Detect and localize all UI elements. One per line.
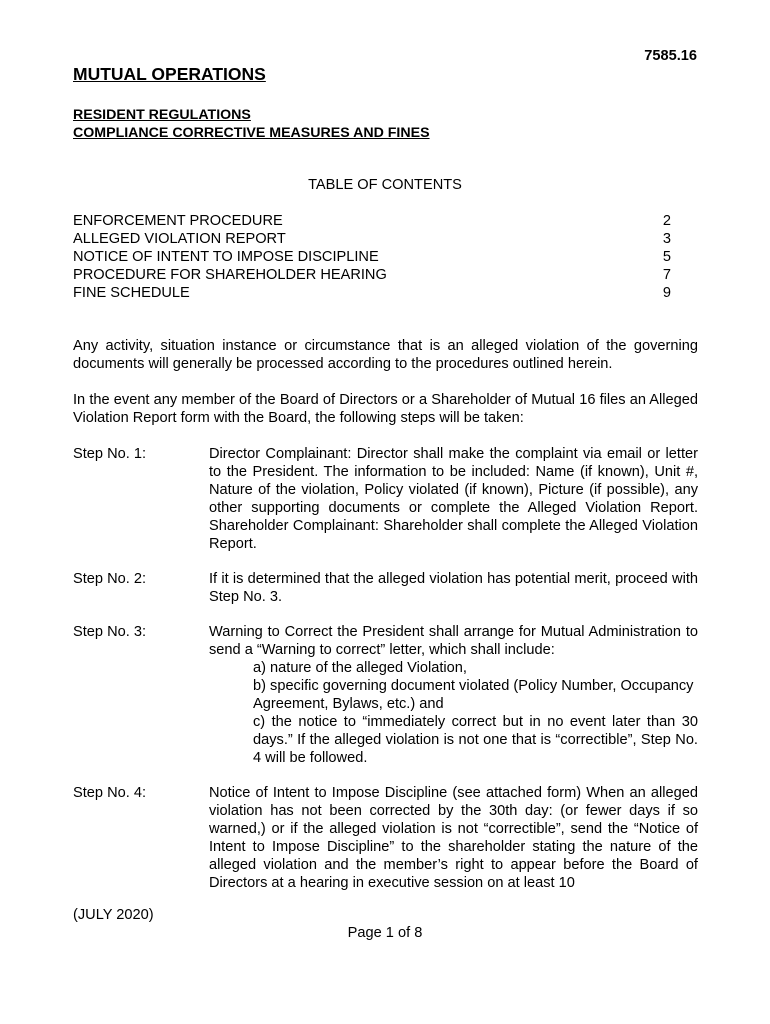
intro-paragraph: Any activity, situation instance or circumstance that is an alleged violation of the governing documents will generally be processed according to the procedures outlined herein.: [73, 338, 698, 372]
step-text: Warning to Correct the President shall arrange for Mutual Administration to send a “Warning to correct” letter, which shall include:: [209, 624, 698, 658]
toc-entry-page: 2: [662, 213, 671, 229]
step-item: a) nature of the alleged Violation,: [253, 660, 467, 676]
step-label: Step No. 1:: [73, 446, 147, 462]
toc-entry-label: ENFORCEMENT PROCEDURE: [73, 213, 283, 229]
page-number: Page 1 of 8: [347, 925, 423, 941]
step-item-list: [209, 659, 698, 767]
toc-entry-page: 3: [662, 231, 671, 247]
toc-entry: [73, 266, 671, 284]
step-text: Notice of Intent to Impose Discipline (see attached form) When an alleged violation has not been corrected by the 30th day: (or fewer days if so warned,) or if the alleged violation is not “correctible”, send the “Notice of Intent to Impose Discipline” to the shareholder stating the nature of the alleged violation and the member’s right to appear before the Board of Directors at a hearing in executive session on at least 10: [209, 785, 698, 891]
subtitle-resident-regulations: RESIDENT REGULATIONS: [73, 107, 251, 123]
toc-entry-page: 7: [662, 267, 671, 283]
document-title: MUTUAL OPERATIONS: [73, 64, 266, 84]
toc-entry: [73, 212, 671, 230]
step-label: Step No. 4:: [73, 785, 147, 801]
toc-heading: TABLE OF CONTENTS: [308, 177, 462, 193]
toc-entry-label: FINE SCHEDULE: [73, 285, 190, 301]
toc-entry: [73, 284, 671, 302]
step-text: Director Complainant: Director shall make the complaint via email or letter to the President. The information to be included: Name (if known), Unit #, Nature of the violation, Policy violated (if known), Picture (if possible), any other supporting documents or complete the Alleged Violation Report. Shareholder Complainant: Shareholder shall complete the Alleged Violation Report.: [209, 446, 698, 552]
step-label: Step No. 3:: [73, 624, 147, 640]
step-body: [209, 623, 698, 767]
document-number: 7585.16: [644, 48, 697, 64]
toc-entry: [73, 230, 671, 248]
table-of-contents: [73, 212, 671, 302]
step-label: Step No. 2:: [73, 571, 147, 587]
toc-entry-page: 5: [662, 249, 671, 265]
procedure-paragraph: In the event any member of the Board of Directors or a Shareholder of Mutual 16 files an Alleged Violation Report form with the Board, the following steps will be taken:: [73, 392, 698, 426]
toc-entry-label: PROCEDURE FOR SHAREHOLDER HEARING: [73, 267, 387, 283]
footer-date: (JULY 2020): [73, 907, 154, 923]
toc-entry: [73, 248, 671, 266]
toc-entry-label: ALLEGED VIOLATION REPORT: [73, 231, 286, 247]
toc-entry-page: 9: [662, 285, 671, 301]
step-item: b) specific governing document violated (Policy Number, Occupancy Agreement, Bylaws, etc.) and: [253, 678, 694, 712]
subtitle-compliance: COMPLIANCE CORRECTIVE MEASURES AND FINES: [73, 125, 430, 141]
step-item: c) the notice to “immediately correct but in no event later than 30 days.” If the alleged violation is not one that is “correctible”, Step No. 4 will be followed.: [253, 714, 698, 766]
step-text: If it is determined that the alleged violation has potential merit, proceed with Step No. 3.: [209, 571, 698, 605]
toc-entry-label: NOTICE OF INTENT TO IMPOSE DISCIPLINE: [73, 249, 379, 265]
